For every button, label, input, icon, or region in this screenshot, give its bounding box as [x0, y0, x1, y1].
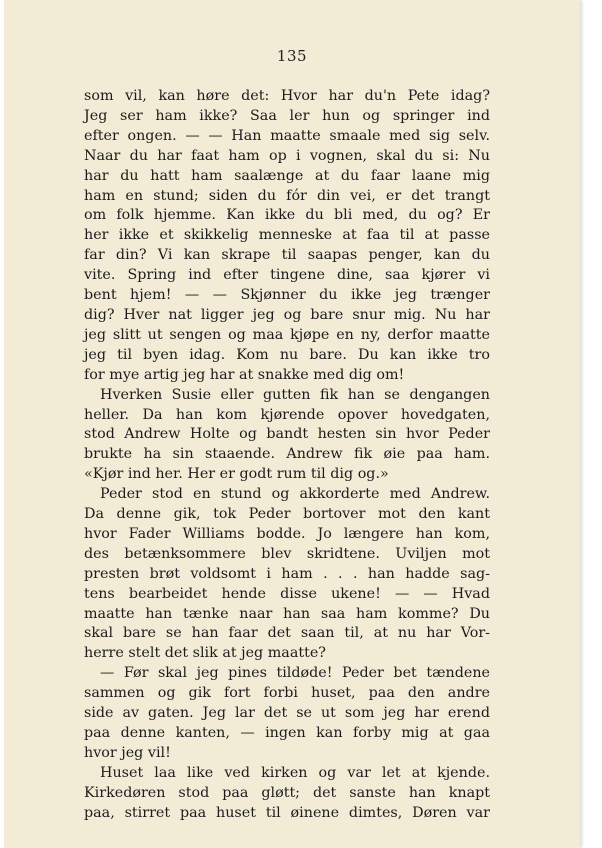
- text-line: som vil, kan høre det: Hvor har du'n Pete idag?: [84, 88, 490, 104]
- text-line: tens bearbeidet hende disse ukene! — — Hvad: [84, 585, 490, 602]
- text-line: om folk hjemme. Kan ikke du bli med, du og? Er: [84, 207, 490, 224]
- text-line: presten brøt voldsomt i ham . . . han hadde sag-: [84, 565, 490, 582]
- book-page: [4, 0, 580, 848]
- text-line: brukte ha sin staaende. Andrew fik øie paa ham.: [84, 446, 490, 463]
- text-line: Kirkedøren stod paa gløtt; det sanste han knapt: [84, 784, 490, 801]
- text-line: Huset laa like ved kirken og var let at kjende.: [100, 764, 490, 781]
- text-line: har du hatt ham saalænge at du faar laane mig: [84, 167, 490, 184]
- text-line: her ikke et skikkelig menneske at faa til at passe: [84, 227, 490, 244]
- text-line: herre stelt det slik at jeg maatte?: [84, 645, 326, 662]
- text-line: far din? Vi kan skrape til saapas penger, kan du: [84, 247, 490, 264]
- text-line: des betænksommere blev skridtene. Uviljen mot: [84, 545, 490, 562]
- text-line: paa denne kanten, — ingen kan forby mig at gaa: [84, 725, 490, 741]
- text-line: stod Andrew Holte og bandt hesten sin hvor Peder: [84, 426, 490, 443]
- text-line: heller. Da han kom kjørende opover hovedgaten,: [84, 406, 490, 423]
- body-text: [84, 87, 490, 824]
- text-line: vite. Spring ind efter tingene dine, saa kjører vi: [84, 267, 490, 284]
- text-line: «Kjør ind her. Her er godt rum til dig og.»: [84, 466, 389, 483]
- text-line: bent hjem! — — Skjønner du ikke jeg trænger: [84, 287, 490, 304]
- text-line: hvor Fader Williams bodde. Jo længere han kom,: [84, 525, 490, 542]
- text-line: Jeg ser ham ikke? Saa ler hun og springer ind: [84, 107, 490, 124]
- text-line: sammen og gik fort forbi huset, paa den andre: [84, 685, 490, 702]
- text-line: side av gaten. Jeg lar det se ut som jeg har erend: [84, 705, 490, 722]
- text-line: hvor jeg vil!: [84, 744, 171, 761]
- text-line: Hverken Susie eller gutten fik han se dengangen: [100, 386, 490, 403]
- text-line: Peder stod en stund og akkorderte med Andrew.: [100, 486, 490, 503]
- text-line: skal bare se han faar det saan til, at nu har Vor-: [84, 625, 490, 642]
- text-line: ham en stund; siden du fór din vei, er det trangt: [84, 187, 490, 204]
- text-line: for mye artig jeg har at snakke med dig om!: [84, 366, 405, 383]
- page-number: 135: [276, 47, 308, 65]
- text-line: Naar du har faat ham op i vognen, skal du si: Nu: [84, 147, 490, 164]
- text-line: jeg til byen idag. Kom nu bare. Du kan ikke tro: [84, 346, 490, 363]
- text-line: efter ongen. — — Han maatte smaale med sig selv.: [84, 127, 490, 144]
- text-line: Da denne gik, tok Peder bortover mot den kant: [84, 506, 490, 523]
- text-line: maatte han tænke naar han saa ham komme? Du: [84, 605, 490, 622]
- text-line: paa, stirret paa huset til øinene dimtes, Døren var: [84, 804, 490, 821]
- text-line: dig? Hver nat ligger jeg og bare snur mig. Nu har: [84, 306, 490, 323]
- text-line: — Før skal jeg pines tildøde! Peder bet tændene: [100, 665, 490, 682]
- text-line: jeg slitt ut sengen og maa kjøpe en ny, derfor maatte: [84, 326, 490, 343]
